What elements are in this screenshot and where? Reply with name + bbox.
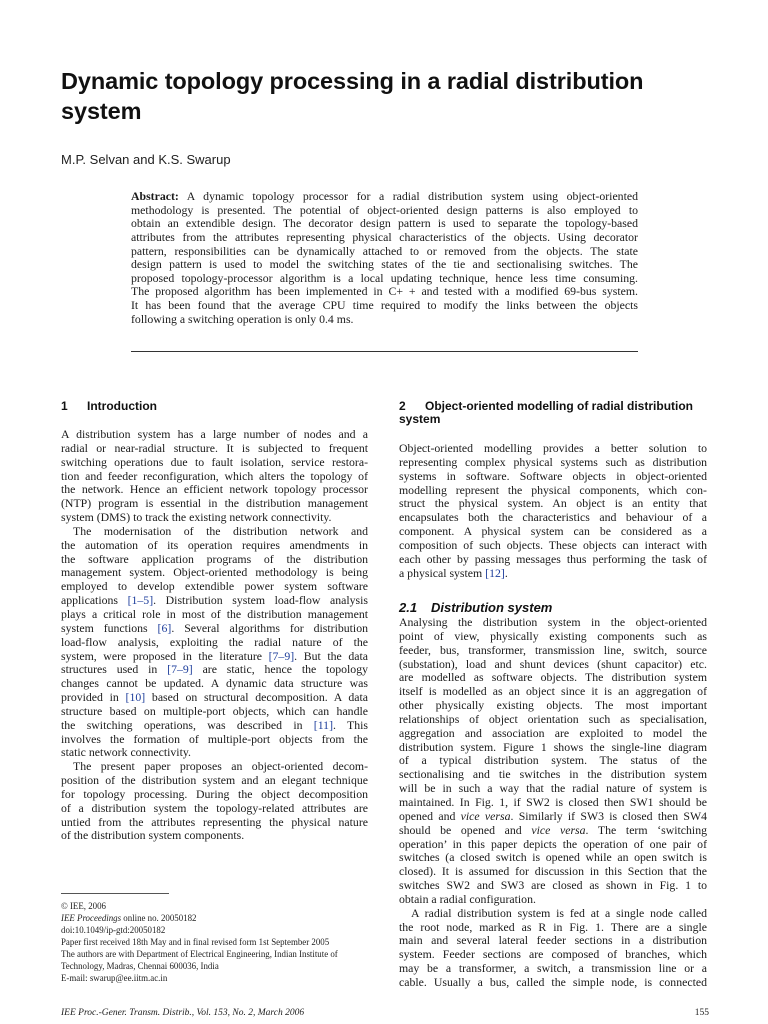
- text-line: system. Feeder sections are composed of branches, which: [399, 948, 707, 962]
- abstract-line: obtain an extendible design. The decorator design pattern is used to separate the topology-based: [131, 217, 638, 231]
- text-line: The present paper proposes an object-oriented decom-: [73, 760, 368, 774]
- section-2-heading: 2 Object-oriented modelling of radial distribution system: [399, 399, 694, 426]
- abstract-line: Abstract: A dynamic topology processor for a radial distribution system using object-oriented: [131, 190, 638, 203]
- text-line: feeder, bus, transformer, transmission line, switch, source: [399, 643, 707, 657]
- text-line: the switching operations, was described in [11]. This: [61, 718, 368, 732]
- paper-title: Dynamic topology processing in a radial distribution system: [61, 68, 644, 124]
- text-line: main and several lateral feeder sections in a distribution: [399, 934, 707, 948]
- text-line: the automation of its operation requires amendments in: [61, 538, 368, 552]
- citation-link[interactable]: [7–9]: [268, 649, 295, 663]
- abstract-line: It has been found that the average CPU time required to modify the links between the objects: [131, 299, 638, 313]
- text-line: other physically existing objects. The most important: [399, 699, 707, 713]
- text-line: switching operations due to fault isolation, service restora-: [61, 455, 368, 469]
- text-line: structure based on multiple-port objects, which can handle: [61, 704, 368, 718]
- abstract-line: attributes from the attributes representing physical characteristics of the objects. Using decorator: [131, 230, 638, 244]
- abstract-divider: [131, 351, 638, 352]
- text-line: plays a critical role in most of the distribution management: [61, 607, 368, 621]
- text-line: of a typical distribution system. The status of the: [399, 754, 707, 768]
- text-line: system, were proposed in the literature [7–9]. But the data: [61, 649, 368, 663]
- text-line: relationships of object orientation such as specialisation,: [399, 712, 707, 726]
- abstract-line: following a switching operation is only 0.4 ms.: [131, 312, 354, 326]
- text-line: (substation), load and shunt devices (shunt capacitor) etc.: [399, 657, 707, 671]
- text-line: untied from the attributes representing the physical nature: [61, 815, 368, 829]
- text-line: operation’ in this paper depicts the operation of one pair of: [399, 837, 707, 851]
- text-line: A radial distribution system is fed at a single node called: [411, 906, 707, 920]
- section-2-1-heading: 2.1 Distribution system: [399, 600, 553, 615]
- text-line: closed). It is assumed for discussion in this Section that the: [399, 865, 707, 879]
- doi: doi:10.1049/ip-gtd:20050182: [61, 925, 166, 935]
- text-line: for topology processing. During the object decomposition: [61, 787, 368, 801]
- copyright-line: © IEE, 2006: [61, 901, 106, 911]
- section-1-heading: 1 Introduction: [61, 399, 157, 413]
- citation-link[interactable]: [6]: [157, 621, 172, 635]
- text-line: changes cannot be updated. A dynamic data structure was: [61, 677, 368, 691]
- citation-link[interactable]: [7–9]: [167, 663, 193, 677]
- abstract-line: methodology is presented. The potential of object-oriented design patterns is also employed to: [131, 203, 638, 217]
- text-line: itself is modelled as an object since it is an aggregation of: [399, 685, 707, 699]
- section-2-body: [399, 442, 707, 580]
- text-line: distribution system. Figure 1 shows the single-line diagram: [399, 740, 707, 754]
- text-line: component. A physical system can be considered as a: [399, 525, 707, 539]
- text-line: switches (a closed switch is opened while an open switch is: [399, 851, 707, 865]
- citation-link[interactable]: [11]: [313, 718, 333, 732]
- text-line: systems in software. Software objects in object-oriented: [399, 469, 707, 483]
- section-2-1-body: [399, 616, 707, 990]
- text-line: position of the distribution system and an elegant technique: [61, 774, 368, 788]
- footnotes: [61, 900, 371, 984]
- text-line: radial or near-radial structure. It is subjected to frequent: [61, 441, 368, 455]
- text-line: (NTP) program is essential in the distribution management: [61, 497, 368, 511]
- affiliation-line: Technology, Madras, Chennai 600036, India: [61, 961, 219, 971]
- affiliation-line: The authors are with Department of Electrical Engineering, Indian Institute of: [61, 949, 338, 959]
- text-line: the software application programs of the distribution: [61, 552, 368, 566]
- authors: M.P. Selvan and K.S. Swarup: [61, 152, 231, 167]
- text-line: switches SW2 and SW3 are closed as shown in Fig. 1 to: [399, 879, 707, 893]
- text-line: point of view, physically existing components such as: [399, 629, 707, 643]
- text-line: maintained. In Fig. 1, if SW2 is closed then SW1 should be: [399, 795, 707, 809]
- page-footer: [61, 1008, 709, 1022]
- abstract-line: The proposed algorithm has been implemented in C+ + and tested with a modified 69-bus system.: [131, 285, 638, 299]
- text-line: composition of such objects. These objects can interact with: [399, 538, 707, 552]
- text-line: provided in [10] based on structural decomposition. A data: [61, 691, 368, 705]
- abstract-line: design pattern is used to model the switching states of the tie and sectionalising switches. The: [131, 258, 638, 272]
- text-line: system functions [6]. Several algorithms for distribution: [61, 621, 368, 635]
- text-line: are modelled as software objects. The distribution system: [399, 671, 707, 685]
- citation-link[interactable]: [1–5]: [127, 594, 154, 608]
- footnote-divider: [61, 893, 169, 894]
- text-line: will be in such a way that the radial nature of system is: [399, 782, 707, 796]
- text-line: sectionalising and tie switches in the distribution system: [399, 768, 707, 782]
- text-line: Object-oriented modelling provides a better solution to: [399, 442, 707, 455]
- text-line: a physical system [12].: [399, 566, 508, 580]
- text-line: opened and vice versa. Similarly if SW3 is closed then SW4: [399, 809, 707, 823]
- text-line: tion and feeder reconfiguration, which alters the topology of: [61, 469, 368, 483]
- text-line: may be a transformer, a switch, a transmission line or a: [399, 962, 707, 976]
- text-line: aggregation and association are exploited to model the: [399, 726, 707, 740]
- text-line: of the distribution system components.: [61, 829, 245, 843]
- text-line: cable. Usually a bus, called the simple node, is connected: [399, 975, 707, 989]
- text-line: static network connectivity.: [61, 746, 191, 760]
- text-line: of a distribution system the topology-related attributes are: [61, 801, 368, 815]
- page-number: 155: [694, 1008, 709, 1018]
- text-line: structures used in [7–9] are static, hence the topology: [61, 663, 368, 677]
- text-line: each other by passing messages thus performing the task of: [399, 552, 707, 566]
- text-line: representing complex physical systems such as distribution: [399, 455, 707, 469]
- text-line: involves the formation of multiple-port objects from the: [61, 732, 368, 746]
- abstract-line: pattern, responsibilities can be dynamically attached to or removed from the objects. The state: [131, 244, 638, 258]
- abstract-label: Abstract:: [131, 190, 179, 203]
- text-line: A distribution system has a large number of nodes and a: [61, 428, 368, 441]
- text-line: encapsulates both the characteristics and behaviour of a: [399, 511, 707, 525]
- text-line: the network. Hence an efficient network topology processor: [61, 483, 368, 497]
- text-line: modelling represent the physical components, which con-: [399, 483, 707, 497]
- abstract-line: proposed topology-processor algorithm is a local updating technique, hence less time consuming.: [131, 271, 638, 285]
- text-line: obtain a radial configuration.: [399, 892, 536, 906]
- text-line: employed to develop extendible power system software: [61, 580, 368, 594]
- text-line: applications [1–5]. Distribution system load-flow analysis: [61, 594, 368, 608]
- text-line: struct the physical system. An object is an entity that: [399, 497, 707, 511]
- text-line: should be opened and vice versa. The term ‘switching: [399, 823, 707, 837]
- citation-link[interactable]: [12]: [485, 566, 505, 580]
- journal-citation: IEE Proc.-Gener. Transm. Distrib., Vol. 153, No. 2, March 2006: [61, 1008, 305, 1018]
- text-line: Analysing the distribution system in the object-oriented: [399, 616, 707, 629]
- received-date: Paper first received 18th May and in final revised form 1st September 2005: [61, 937, 330, 947]
- text-line: the root node, marked as R in Fig. 1. There are a single: [399, 920, 707, 934]
- text-line: system (DMS) to track the existing network connectivity.: [61, 511, 332, 525]
- text-line: management system. Object-oriented methodology is being: [61, 566, 368, 580]
- abstract: [131, 190, 638, 326]
- text-line: load-flow analysis, exploiting the radial nature of the: [61, 635, 368, 649]
- citation-link[interactable]: [10]: [125, 691, 146, 705]
- intro-body: [61, 428, 368, 843]
- author-email: E-mail: swarup@ee.iitm.ac.in: [61, 973, 168, 983]
- online-number: IEE Proceedings online no. 20050182: [61, 913, 197, 923]
- text-line: The modernisation of the distribution network and: [73, 524, 368, 538]
